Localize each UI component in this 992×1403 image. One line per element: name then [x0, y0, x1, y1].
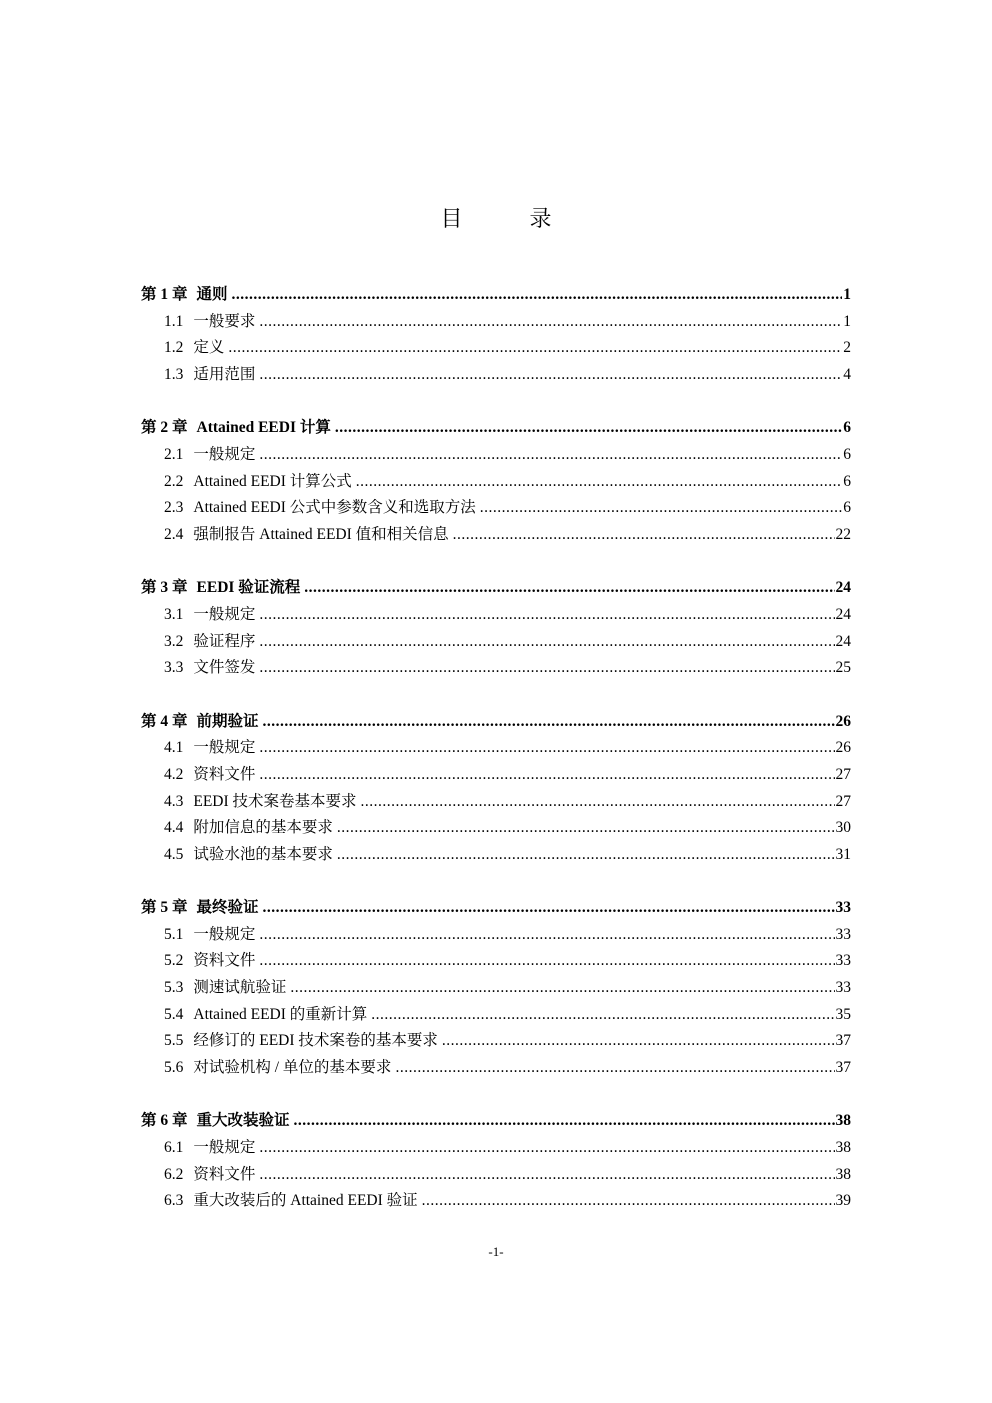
section-title: 验证程序	[193, 632, 256, 650]
chapter-title: Attained EEDI 计算	[196, 419, 331, 437]
section-title: 适用范围	[193, 365, 256, 383]
dot-leader	[263, 895, 835, 922]
chapter-number: 第 6 章	[141, 1112, 188, 1130]
toc-section-entry[interactable]	[141, 362, 851, 389]
section-number: 2.1	[164, 445, 184, 463]
section-title: 资料文件	[193, 765, 256, 783]
toc-section-entry[interactable]	[141, 842, 851, 869]
dot-leader	[259, 602, 834, 629]
page-ref: 31	[835, 845, 851, 863]
dot-leader	[232, 282, 843, 309]
dot-leader	[228, 335, 842, 362]
toc-section-entry[interactable]	[141, 815, 851, 842]
toc-chapter	[141, 709, 851, 869]
dot-leader	[304, 575, 834, 602]
section-title: Attained EEDI 计算公式	[193, 472, 352, 490]
section-number: 4.4	[164, 819, 184, 837]
chapter-number: 第 4 章	[141, 712, 188, 730]
section-title: 一般规定	[193, 445, 256, 463]
dot-leader	[335, 415, 842, 442]
section-number: 5.2	[164, 952, 184, 970]
toc-section-entry[interactable]	[141, 922, 851, 949]
section-number: 4.1	[164, 739, 184, 757]
section-title: 试验水池的基本要求	[193, 845, 333, 863]
toc-chapter	[141, 895, 851, 1081]
section-title: Attained EEDI 公式中参数含义和选取方法	[193, 499, 476, 517]
toc-section-entry[interactable]	[141, 629, 851, 656]
toc-section-entry[interactable]	[141, 469, 851, 496]
page-ref: 39	[835, 1192, 851, 1210]
toc-chapter	[141, 415, 851, 548]
section-number: 3.1	[164, 605, 184, 623]
toc-section-entry[interactable]	[141, 735, 851, 762]
dot-leader	[361, 789, 835, 816]
page-ref: 4	[843, 365, 851, 383]
dot-leader	[259, 948, 834, 975]
dot-leader	[263, 709, 835, 736]
page-ref: 1	[843, 286, 851, 303]
chapter-number: 第 5 章	[141, 899, 188, 917]
page-ref: 27	[835, 765, 851, 783]
dot-leader	[259, 1162, 834, 1189]
dot-leader	[259, 655, 834, 682]
dot-leader	[259, 922, 834, 949]
page-ref: 38	[835, 1112, 851, 1130]
section-number: 5.5	[164, 1032, 184, 1050]
toc-chapter	[141, 575, 851, 681]
section-number: 5.6	[164, 1058, 184, 1076]
chapter-title: 重大改装验证	[196, 1112, 290, 1130]
toc-section-entry[interactable]	[141, 1162, 851, 1189]
dot-leader	[259, 629, 834, 656]
dot-leader	[259, 362, 842, 389]
toc-section-entry[interactable]	[141, 1135, 851, 1162]
section-title: EEDI 技术案卷基本要求	[193, 792, 357, 810]
toc-section-entry[interactable]	[141, 762, 851, 789]
section-title: 一般规定	[193, 1139, 256, 1157]
page-ref: 33	[835, 979, 851, 997]
chapter-number: 第 3 章	[141, 579, 188, 597]
page-ref: 6	[843, 419, 851, 437]
page-ref: 6	[843, 499, 851, 517]
section-title: 一般规定	[193, 739, 256, 757]
toc-chapter-entry[interactable]	[141, 895, 851, 922]
dot-leader	[259, 762, 834, 789]
dot-leader	[442, 1028, 835, 1055]
section-title: 一般要求	[193, 312, 256, 330]
section-number: 5.1	[164, 925, 184, 943]
chapter-title: 前期验证	[196, 712, 259, 730]
dot-leader	[259, 442, 842, 469]
toc-chapter-entry[interactable]	[141, 415, 851, 442]
page-ref: 33	[835, 952, 851, 970]
toc-chapter-entry[interactable]	[141, 282, 851, 309]
section-number: 6.2	[164, 1165, 184, 1183]
toc-section-entry[interactable]	[141, 948, 851, 975]
section-number: 2.4	[164, 525, 184, 543]
page-ref: 24	[835, 579, 851, 597]
page-ref: 37	[835, 1058, 851, 1076]
toc-section-entry[interactable]	[141, 975, 851, 1002]
page-ref: 24	[835, 632, 851, 650]
dot-leader	[259, 309, 842, 336]
page-ref: 33	[835, 899, 851, 917]
toc-chapter-entry[interactable]	[141, 575, 851, 602]
section-number: 1.2	[164, 339, 184, 357]
page-ref: 6	[843, 472, 851, 490]
section-number: 5.4	[164, 1005, 184, 1023]
chapter-number: 第 2 章	[141, 419, 188, 437]
section-title: 重大改装后的 Attained EEDI 验证	[193, 1192, 418, 1210]
chapter-title: 最终验证	[196, 899, 259, 917]
page-ref: 1	[843, 312, 851, 330]
toc-title: 目 录	[440, 207, 582, 232]
section-title: Attained EEDI 的重新计算	[193, 1005, 368, 1023]
section-number: 5.3	[164, 979, 184, 997]
section-number: 1.3	[164, 365, 184, 383]
section-number: 3.3	[164, 659, 184, 677]
section-number: 2.3	[164, 499, 184, 517]
section-title: 一般规定	[193, 925, 256, 943]
page-ref: 35	[835, 1005, 851, 1023]
toc-section-entry[interactable]	[141, 442, 851, 469]
page-ref: 38	[835, 1165, 851, 1183]
section-number: 1.1	[164, 312, 184, 330]
section-title: 文件签发	[193, 659, 256, 677]
dot-leader	[337, 815, 835, 842]
dot-leader	[290, 975, 834, 1002]
section-number: 4.2	[164, 765, 184, 783]
section-title: 经修订的 EEDI 技术案卷的基本要求	[193, 1032, 438, 1050]
section-number: 6.3	[164, 1192, 184, 1210]
toc-section-entry[interactable]	[141, 655, 851, 682]
page-ref: 30	[835, 819, 851, 837]
toc-section-entry[interactable]	[141, 309, 851, 336]
page-ref: 22	[835, 525, 851, 543]
table-of-contents	[141, 282, 851, 1242]
section-title: 测速试航验证	[193, 979, 287, 997]
dot-leader	[337, 842, 835, 869]
toc-section-entry[interactable]	[141, 1055, 851, 1082]
section-title: 资料文件	[193, 952, 256, 970]
dot-leader	[259, 735, 834, 762]
section-number: 2.2	[164, 472, 184, 490]
toc-section-entry[interactable]	[141, 602, 851, 629]
section-number: 4.5	[164, 845, 184, 863]
dot-leader	[294, 1108, 835, 1135]
section-number: 6.1	[164, 1139, 184, 1157]
section-title: 资料文件	[193, 1165, 256, 1183]
toc-chapter-entry[interactable]	[141, 1108, 851, 1135]
toc-section-entry[interactable]	[141, 789, 851, 816]
dot-leader	[395, 1055, 834, 1082]
dot-leader	[356, 469, 842, 496]
dot-leader	[480, 495, 842, 522]
chapter-title: EEDI 验证流程	[196, 579, 301, 597]
toc-section-entry[interactable]	[141, 522, 851, 549]
section-title: 对试验机构 / 单位的基本要求	[193, 1058, 392, 1076]
toc-section-entry[interactable]	[141, 335, 851, 362]
toc-chapter-entry[interactable]	[141, 709, 851, 736]
toc-section-entry[interactable]	[141, 495, 851, 522]
chapter-number: 第 1 章	[141, 286, 188, 303]
toc-section-entry[interactable]	[141, 1028, 851, 1055]
section-number: 4.3	[164, 792, 184, 810]
page-ref: 24	[835, 605, 851, 623]
section-title: 定义	[193, 339, 225, 357]
toc-chapter	[141, 1108, 851, 1214]
page-number: -1-	[488, 1244, 504, 1259]
page-ref: 2	[843, 339, 851, 357]
chapter-title: 通则	[196, 286, 228, 303]
page-ref: 27	[835, 792, 851, 810]
page-ref: 38	[835, 1139, 851, 1157]
dot-leader	[422, 1188, 835, 1215]
toc-section-entry[interactable]	[141, 1002, 851, 1029]
page-ref: 25	[835, 659, 851, 677]
page-ref: 33	[835, 925, 851, 943]
page-ref: 37	[835, 1032, 851, 1050]
page-ref: 6	[843, 445, 851, 463]
dot-leader	[371, 1002, 834, 1029]
toc-chapter	[141, 282, 851, 388]
page-ref: 26	[835, 739, 851, 757]
section-title: 附加信息的基本要求	[193, 819, 333, 837]
toc-section-entry[interactable]	[141, 1188, 851, 1215]
page-ref: 26	[835, 712, 851, 730]
section-number: 3.2	[164, 632, 184, 650]
dot-leader	[259, 1135, 834, 1162]
section-title: 一般规定	[193, 605, 256, 623]
section-title: 强制报告 Attained EEDI 值和相关信息	[193, 525, 449, 543]
dot-leader	[453, 522, 835, 549]
